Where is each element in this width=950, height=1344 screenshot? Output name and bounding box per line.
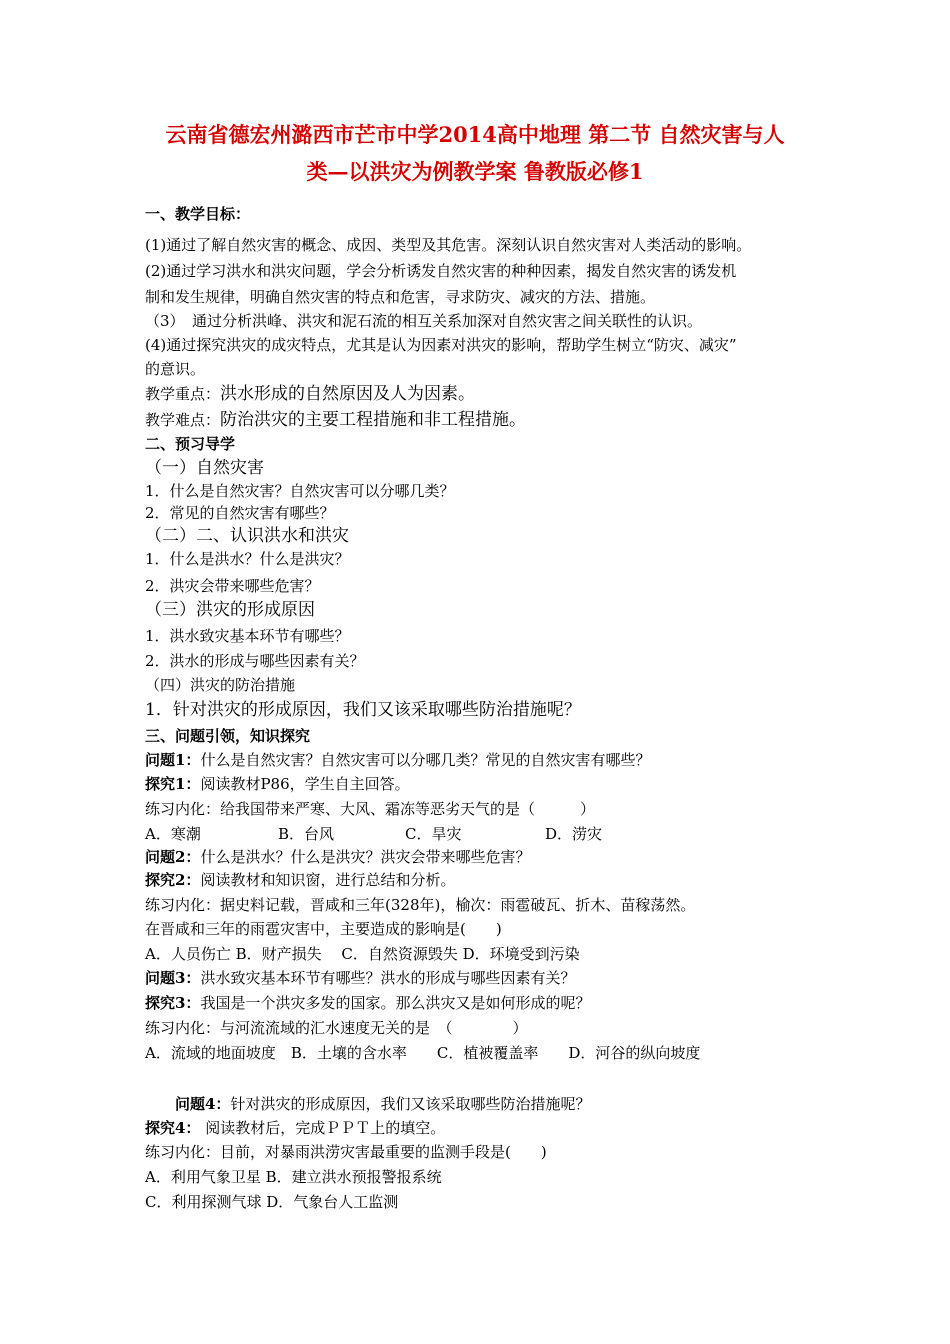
exercise-1-option-a: A．寒潮: [145, 825, 201, 843]
title-line-1: 云南省德宏州潞西市芒市中学2014高中地理 第二节 自然灾害与人: [165, 122, 785, 147]
problem-3-label: 问题3：: [145, 969, 201, 987]
preview-q2-1: 1．什么是洪水？什么是洪灾？: [145, 550, 350, 568]
preview-q1-1: 1．什么是自然灾害？自然灾害可以分哪几类？: [145, 482, 455, 500]
preview-q2-2: 2．洪灾会带来哪些危害？: [145, 577, 320, 595]
problem-4: [175, 1094, 590, 1114]
exercise-2b: 在晋咸和三年的雨雹灾害中，主要造成的影响是( ): [145, 920, 502, 938]
section3-heading: 三、问题引领，知识探究: [145, 727, 311, 745]
explore-1: [145, 774, 410, 794]
goal-4a: (4)通过探究洪灾的成灾特点，尤其是认为因素对洪灾的影响，帮助学生树立“防灾、减灾”: [145, 336, 737, 354]
exercise-4-options-cd: C．利用探测气球 D．气象台人工监测: [145, 1193, 399, 1211]
problem-2-text: 什么是洪水？什么是洪灾？洪灾会带来哪些危害？: [200, 848, 531, 866]
explore-2-text: 阅读教材和知识窗，进行总结和分析。: [200, 871, 456, 889]
preview-sub-1: （一）自然灾害: [145, 458, 264, 478]
exercise-4: 练习内化：目前，对暴雨洪涝灾害最重要的监测手段是( ): [145, 1143, 547, 1161]
explore-3-label: 探究3：: [145, 994, 201, 1012]
preview-q4-1: 1．针对洪灾的形成原因，我们又该采取哪些防治措施呢？: [145, 700, 581, 720]
preview-q3-2: 2．洪水的形成与哪些因素有关？: [145, 652, 365, 670]
explore-2: [145, 870, 455, 890]
explore-1-text: 阅读教材P86，学生自主回答。: [200, 775, 410, 793]
goal-2b: 制和发生规律，明确自然灾害的特点和危害，寻求防灾、减灾的方法、措施。: [145, 288, 656, 306]
explore-4-text: 阅读教材后，完成ＰＰＴ上的填空。: [200, 1119, 446, 1137]
section1-heading: 一、教学目标：: [145, 205, 251, 223]
problem-2-label: 问题2：: [145, 848, 201, 866]
explore-4-label: 探究4：: [145, 1119, 201, 1137]
problem-2: [145, 847, 530, 867]
preview-sub-3: （三）洪灾的形成原因: [145, 600, 315, 620]
goal-3: （3） 通过分析洪峰、洪灾和泥石流的相互关系加深对自然灾害之间关联性的认识。: [145, 312, 703, 330]
exercise-2a: 练习内化：据史料记载，晋咸和三年(328年)，榆次：雨雹破瓦、折木、苗稼荡然。: [145, 896, 696, 914]
problem-3: [145, 968, 575, 988]
explore-4: [145, 1118, 445, 1138]
preview-q1-2: 2．常见的自然灾害有哪些？: [145, 504, 335, 522]
exercise-1-option-d: D．涝灾: [545, 825, 603, 843]
problem-1-text: 什么是自然灾害？自然灾害可以分哪几类？常见的自然灾害有哪些？: [200, 751, 651, 769]
exercise-2-options: A．人员伤亡 B．财产损失 C．自然资源毁失 D．环境受到污染: [145, 945, 580, 963]
explore-3: [145, 993, 590, 1013]
exercise-4-options-ab: A．利用气象卫星 B．建立洪水预报警报系统: [145, 1168, 442, 1186]
difficult-point-label: 教学难点：: [145, 411, 221, 429]
problem-1: [145, 750, 650, 770]
problem-4-text: 针对洪灾的形成原因，我们又该采取哪些防治措施呢？: [230, 1095, 591, 1113]
goal-2a: (2)通过学习洪水和洪灾问题，学会分析诱发自然灾害的种种因素，揭发自然灾害的诱发机: [145, 262, 737, 280]
explore-1-label: 探究1：: [145, 775, 201, 793]
preview-sub-2: （二）二、认识洪水和洪灾: [145, 526, 349, 546]
problem-1-label: 问题1：: [145, 751, 201, 769]
preview-q3-1: 1．洪水致灾基本环节有哪些？: [145, 627, 350, 645]
explore-3-text: 我国是一个洪灾多发的国家。那么洪灾又是如何形成的呢？: [200, 994, 591, 1012]
section2-heading: 二、预习导学: [145, 435, 236, 453]
exercise-1-option-b: B．台风: [278, 825, 335, 843]
goal-4b: 的意识。: [145, 360, 206, 378]
difficult-point-text: 防治洪灾的主要工程措施和非工程措施。: [220, 410, 527, 430]
goal-1: (1)通过了解自然灾害的概念、成因、类型及其危害。深刻认识自然灾害对人类活动的影响。: [145, 236, 752, 254]
difficult-point: [145, 410, 526, 430]
problem-4-label: 问题4：: [175, 1095, 231, 1113]
key-point: [145, 384, 475, 404]
key-point-text: 洪水形成的自然原因及人为因素。: [220, 384, 476, 404]
exercise-3: 练习内化：与河流流域的汇水速度无关的是 （ ）: [145, 1019, 528, 1037]
exercise-1: 练习内化：给我国带来严寒、大风、霜冻等恶劣天气的是（ ）: [145, 800, 596, 818]
explore-2-label: 探究2：: [145, 871, 201, 889]
problem-3-text: 洪水致灾基本环节有哪些？洪水的形成与哪些因素有关？: [200, 969, 576, 987]
preview-sub-4: （四）洪灾的防治措施: [145, 676, 296, 694]
title-line-2: 类—以洪灾为例教学案 鲁教版必修1: [306, 159, 644, 184]
exercise-3-options: A．流域的地面坡度 B．土壤的含水率 C．植被覆盖率 D．河谷的纵向坡度: [145, 1044, 701, 1062]
key-point-label: 教学重点：: [145, 385, 221, 403]
exercise-1-option-c: C．旱灾: [405, 825, 462, 843]
